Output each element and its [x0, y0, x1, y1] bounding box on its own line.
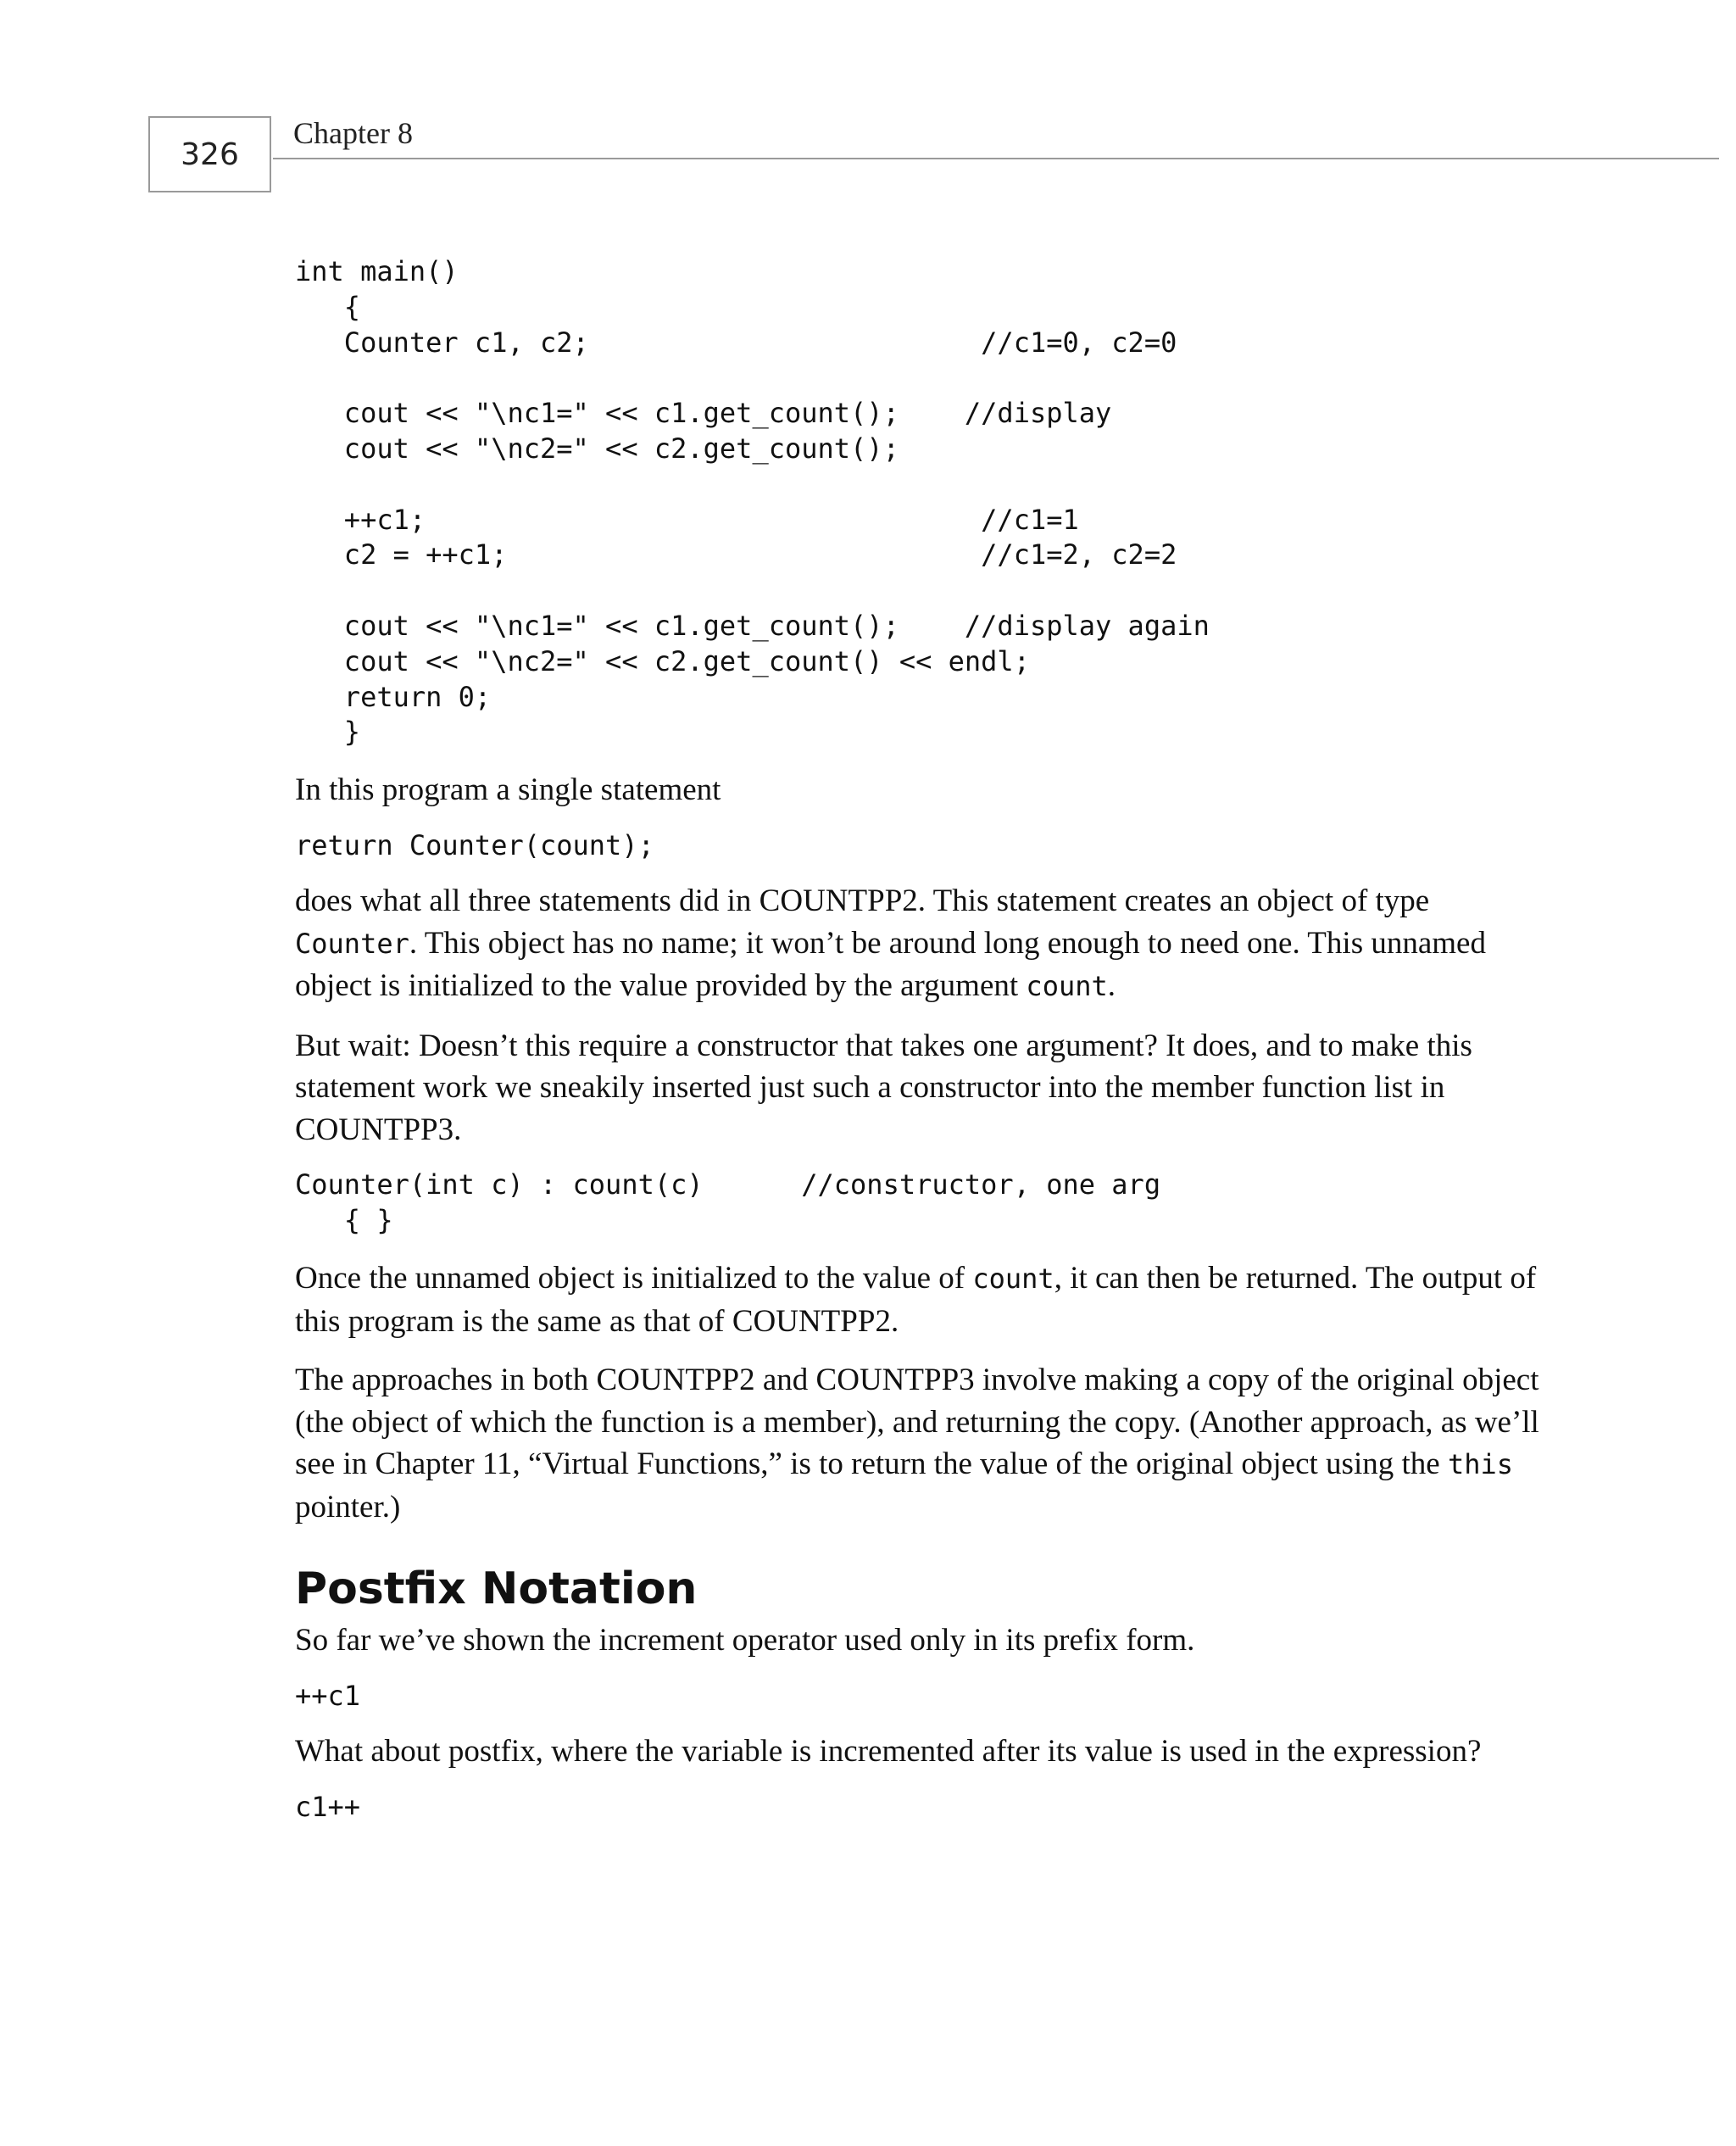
paragraph-returned-output	[295, 1257, 1550, 1342]
code-constructor: Counter(int c) : count(c) //constructor, one arg { }	[295, 1168, 1161, 1237]
text-run: Once the unnamed object is initialized to the value of	[295, 1261, 973, 1296]
text-run: involve making a copy of the original object (the object of which the function is a member), and returning the copy. (Another approach, as we’ll see in Chapter 11, “Virtual Functions,” is to return the value of the original object using the	[295, 1363, 1539, 1482]
code-listing-main: int main() { Counter c1, c2; //c1=0, c2=0 cout << "\nc1=" << c1.get_count(); //display cout << "\nc2=" << c2.get_count(); ++c1; //c1=1 c2 = ++c1; //c1=2, c2=2 cout << "\nc1=" << c1.get_count(); //display again cout << "\nc2=" << c2.get_count() << endl; return 0; }	[295, 255, 1210, 749]
header-rule	[273, 158, 1719, 159]
text-run: . This statement creates an object of type	[917, 883, 1430, 919]
paragraph-prefix-form: So far we’ve shown the increment operator used only in its prefix form.	[295, 1623, 1195, 1658]
text-run: pointer.)	[295, 1489, 401, 1524]
page-number: 326	[148, 116, 271, 192]
text-run: . This object has no name; it won’t be around long enough to need one. This unnamed object is initialized to the value provided by the argument	[295, 925, 1486, 1004]
program-name: COUNTPP3	[815, 1363, 975, 1398]
inline-code: count	[972, 1263, 1054, 1296]
text-run: does what all three statements did in	[295, 883, 760, 919]
code-postfix-example: c1++	[295, 1790, 361, 1823]
text-run: .	[890, 1303, 899, 1339]
inline-code: this	[1447, 1448, 1513, 1481]
text-run: The approaches in both	[295, 1363, 597, 1398]
paragraph-single-statement: In this program a single statement	[295, 772, 721, 808]
paragraph-unnamed-object	[295, 880, 1550, 1008]
program-name: COUNTPP2	[759, 883, 918, 919]
text-run: .	[453, 1112, 462, 1147]
text-run: But wait: Doesn’t this require a constructor that takes one argument? It does, and to make this statement work we sneakily inserted just such a constructor into the member function list in	[295, 1028, 1472, 1106]
inline-code: Counter	[295, 927, 409, 960]
paragraph-postfix-question: What about postfix, where the variable is incremented after its value is used in the expression?	[295, 1734, 1482, 1770]
program-name: COUNTPP2	[732, 1303, 891, 1339]
text-run: .	[1107, 968, 1116, 1004]
paragraph-approaches	[295, 1359, 1550, 1528]
section-heading: Postfix Notation	[295, 1564, 698, 1615]
page-content	[295, 254, 1550, 1842]
code-return-statement: return Counter(count);	[295, 828, 654, 861]
program-name: COUNTPP2	[596, 1363, 755, 1398]
chapter-label: Chapter 8	[293, 116, 413, 150]
code-prefix-example: ++c1	[295, 1679, 361, 1712]
inline-code: count	[1026, 970, 1108, 1003]
text-run: , it can then be returned. The output of this program is the same as that of	[295, 1261, 1537, 1339]
text-run: and	[754, 1363, 816, 1398]
paragraph-constructor-question	[295, 1025, 1550, 1151]
program-name: COUNTPP3	[295, 1112, 454, 1147]
